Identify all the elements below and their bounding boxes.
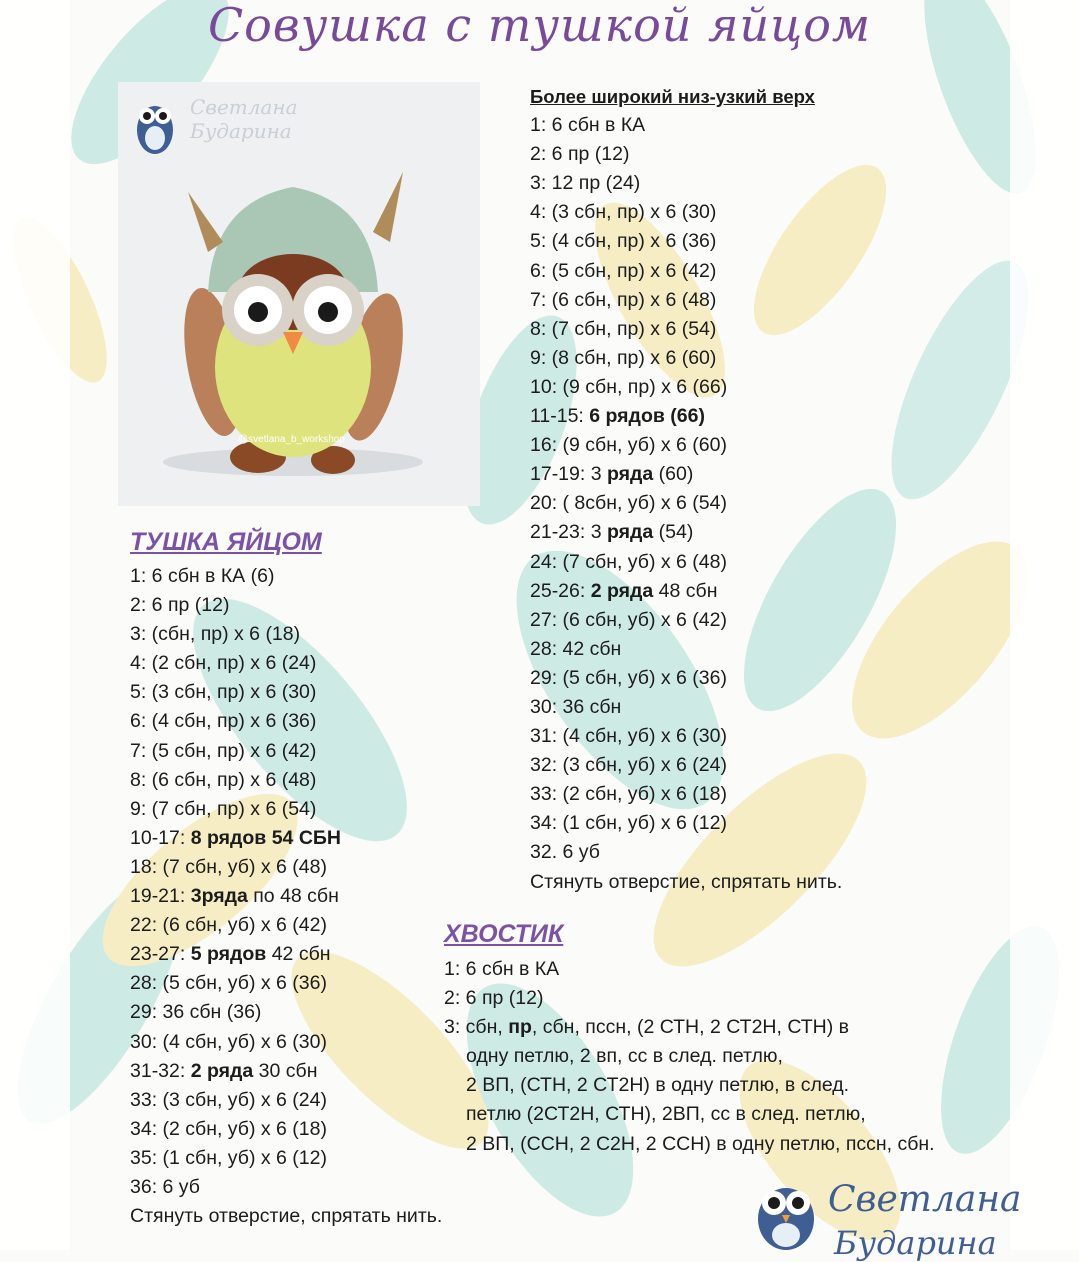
pattern-row bbox=[530, 548, 842, 577]
pattern-row bbox=[130, 1173, 442, 1202]
row-text-bold: 2 ряда bbox=[590, 579, 654, 602]
pattern-row bbox=[130, 1115, 442, 1144]
pattern-row bbox=[530, 257, 842, 286]
pattern-row bbox=[530, 431, 842, 460]
row-text-bold: 2 ряда bbox=[190, 1059, 254, 1082]
pattern-row bbox=[530, 286, 842, 315]
row-text-pre: 29: (5 сбн, уб) х 6 (36) bbox=[530, 666, 727, 689]
tail-pattern-column bbox=[444, 955, 935, 1159]
pattern-row bbox=[130, 678, 442, 707]
row-text-pre: 2: 6 пр (12) bbox=[530, 143, 630, 166]
row-text-pre: 1: 6 сбн в КА bbox=[530, 114, 646, 137]
pattern-row bbox=[530, 722, 842, 751]
row-text-pre: 32: (3 сбн, уб) х 6 (24) bbox=[530, 754, 727, 777]
row-text-post: (60) bbox=[653, 463, 694, 486]
row-text-pre: 30: 36 сбн bbox=[530, 695, 622, 718]
signature-name: Светлана bbox=[828, 1179, 1022, 1220]
watermark-line-2: Бударина bbox=[190, 119, 292, 143]
pattern-row bbox=[130, 824, 442, 853]
pattern-row bbox=[530, 518, 842, 547]
signature-owl-icon bbox=[752, 1175, 820, 1250]
pattern-row bbox=[130, 562, 442, 591]
row-text-pre: 7: (5 сбн, пр) х 6 (42) bbox=[130, 739, 317, 762]
row-text-pre: 3: 12 пр (24) bbox=[530, 172, 641, 195]
pattern-row bbox=[130, 969, 442, 998]
pattern-row bbox=[130, 882, 442, 911]
row-text-pre: 28: (5 сбн, уб) х 6 (36) bbox=[130, 972, 327, 995]
pattern-row bbox=[530, 198, 842, 227]
pattern-row bbox=[130, 911, 442, 940]
pattern-row bbox=[530, 751, 842, 780]
row-text-pre: 31-32: bbox=[130, 1059, 191, 1082]
row-text-pre: 6: (4 сбн, пр) х 6 (36) bbox=[130, 710, 317, 733]
pattern-row bbox=[530, 780, 842, 809]
pattern-row bbox=[130, 737, 442, 766]
row-text-pre: 23-27: bbox=[130, 943, 191, 966]
row-text-pre: 10: (9 сбн, пр) х 6 (66) bbox=[530, 375, 728, 398]
row-text-pre: 3: (сбн, пр) х 6 (18) bbox=[130, 623, 301, 646]
section-heading-tail: ХВОСТИК bbox=[444, 920, 564, 948]
pattern-row bbox=[530, 169, 842, 198]
row-text-pre: 32. 6 уб bbox=[530, 841, 600, 864]
row-text-pre: 7: (6 сбн, пр) х 6 (48) bbox=[530, 288, 717, 311]
owl-logo-icon bbox=[132, 94, 178, 156]
row-text-pre: 1: 6 сбн в КА bbox=[444, 958, 560, 980]
pattern-row bbox=[530, 111, 842, 140]
row-text-post: 42 сбн bbox=[266, 943, 331, 966]
photo-watermark bbox=[190, 95, 298, 143]
row-text-pre: 5: (3 сбн, пр) х 6 (30) bbox=[130, 681, 317, 704]
row-text-post: (54) bbox=[653, 521, 694, 544]
row-text-pre: 6: (5 сбн, пр) х 6 (42) bbox=[530, 259, 717, 282]
row-text-bold: ряда bbox=[606, 521, 654, 544]
row-text-pre: 4: (2 сбн, пр) х 6 (24) bbox=[130, 652, 317, 675]
pattern-row bbox=[130, 795, 442, 824]
pattern-row bbox=[530, 635, 842, 664]
row-text-pre: 29: 36 сбн (36) bbox=[130, 1001, 262, 1024]
row-text-pre: 2 ВП, (ССН, 2 С2Н, 2 ССН) в одну петлю, пссн, сбн. bbox=[466, 1132, 935, 1155]
row-text-pre: 31: (4 сбн, уб) х 6 (30) bbox=[530, 725, 727, 748]
row-text-pre: 11-15: bbox=[530, 405, 590, 428]
row-text-pre: 28: 42 сбн bbox=[530, 637, 622, 660]
row-text-bold: 6 рядов (66) bbox=[589, 405, 705, 428]
pattern-row bbox=[530, 664, 842, 693]
pattern-row bbox=[530, 693, 842, 722]
row-text-pre: 25-26: bbox=[530, 579, 591, 602]
row-text-bold: 3ряда bbox=[190, 885, 248, 908]
row-text-bold: 8 рядов 54 СБН bbox=[190, 826, 341, 849]
row-text-post: по 48 сбн bbox=[247, 885, 339, 908]
pattern-row bbox=[130, 620, 442, 649]
row-text-pre: 9: (8 сбн, пр) х 6 (60) bbox=[530, 346, 717, 369]
pattern-row bbox=[130, 591, 442, 620]
pattern-row bbox=[444, 1071, 935, 1100]
row-text-pre: 4: (3 сбн, пр) х 6 (30) bbox=[530, 201, 717, 224]
pattern-row bbox=[530, 227, 842, 256]
row-text-pre: 2 ВП, (СТН, 2 СТ2Н) в одну петлю, в след. bbox=[466, 1074, 850, 1097]
row-text-pre: 8: (6 сбн, пр) х 6 (48) bbox=[130, 768, 317, 791]
row-text-bold: ряда bbox=[606, 463, 654, 486]
pattern-row bbox=[530, 315, 842, 344]
pattern-row bbox=[130, 707, 442, 736]
row-text-pre: 36: 6 уб bbox=[130, 1175, 200, 1198]
pattern-row bbox=[444, 1130, 935, 1159]
row-text-pre: Стянуть отверстие, спрятать нить. bbox=[530, 870, 843, 893]
pattern-row bbox=[130, 1028, 442, 1057]
row-text-pre: 17-19: 3 bbox=[530, 463, 607, 486]
row-text-pre: 3: сбн, bbox=[444, 1016, 509, 1039]
pattern-row bbox=[444, 955, 935, 984]
section-heading-body: ТУШКА ЯЙЦОМ bbox=[130, 528, 322, 556]
watermark-line-1: Светлана bbox=[190, 95, 298, 119]
pattern-row bbox=[130, 1057, 442, 1086]
pattern-row bbox=[130, 1144, 442, 1173]
pattern-row bbox=[444, 1100, 935, 1129]
pattern-row bbox=[530, 402, 842, 431]
row-text-pre: 16: (9 сбн, уб) х 6 (60) bbox=[530, 434, 727, 457]
row-text-pre: 2: 6 пр (12) bbox=[130, 594, 230, 617]
row-text-pre: 34: (2 сбн, уб) х 6 (18) bbox=[130, 1117, 327, 1140]
row-text-pre: 21-23: 3 bbox=[530, 521, 607, 544]
row-text-pre: петлю (2СТ2Н, СТН), 2ВП, сс в след. петлю, bbox=[466, 1103, 866, 1126]
row-text-pre: 5: (4 сбн, пр) х 6 (36) bbox=[530, 230, 717, 253]
pattern-row bbox=[130, 998, 442, 1027]
row-text-pre: 2: 6 пр (12) bbox=[444, 987, 544, 1010]
pattern-row bbox=[530, 809, 842, 838]
row-text-pre: 1: 6 сбн в КА (6) bbox=[130, 565, 275, 587]
pattern-row bbox=[530, 489, 842, 518]
pattern-row bbox=[530, 577, 842, 606]
row-text-pre: Стянуть отверстие, спрятать нить. bbox=[130, 1205, 443, 1228]
row-text-pre: 33: (3 сбн, уб) х 6 (24) bbox=[130, 1088, 327, 1111]
pattern-row bbox=[530, 838, 842, 867]
signature-surname: Бударина bbox=[834, 1224, 997, 1262]
row-text-pre: 22: (6 сбн, уб) х 6 (42) bbox=[130, 914, 327, 937]
row-text-post: , сбн, пссн, (2 СТН, 2 СТ2Н, СТН) в bbox=[531, 1016, 850, 1039]
row-text-pre: 33: (2 сбн, уб) х 6 (18) bbox=[530, 783, 727, 806]
page-title: Совушка с тушкой яйцом bbox=[207, 0, 872, 52]
pattern-row bbox=[130, 1202, 442, 1231]
pattern-row bbox=[530, 140, 842, 169]
row-text-pre: 18: (7 сбн, уб) х 6 (48) bbox=[130, 855, 327, 878]
row-text-pre: 24: (7 сбн, уб) х 6 (48) bbox=[530, 550, 727, 573]
row-text-pre: 27: (6 сбн, уб) х 6 (42) bbox=[530, 608, 727, 631]
row-text-pre: 20: ( 8сбн, уб) х 6 (54) bbox=[530, 492, 727, 515]
row-text-pre: 10-17: bbox=[130, 826, 191, 849]
pattern-row bbox=[530, 606, 842, 635]
row-text-bold: пр bbox=[508, 1016, 532, 1039]
pattern-row bbox=[130, 853, 442, 882]
pattern-row bbox=[444, 1042, 935, 1071]
pattern-row bbox=[530, 460, 842, 489]
left-pattern-column bbox=[130, 562, 442, 1231]
pattern-row bbox=[130, 1086, 442, 1115]
row-text-bold: 5 рядов bbox=[190, 943, 267, 966]
pattern-row bbox=[130, 649, 442, 678]
pattern-row bbox=[530, 373, 842, 402]
row-text-post: 48 сбн bbox=[653, 579, 718, 602]
pattern-row bbox=[530, 868, 842, 897]
row-text-pre: 35: (1 сбн, уб) х 6 (12) bbox=[130, 1146, 327, 1169]
row-text-pre: одну петлю, 2 вп, сс в след. петлю, bbox=[466, 1045, 783, 1068]
right-pattern-column bbox=[530, 82, 842, 897]
pattern-row bbox=[444, 1013, 935, 1042]
row-text-pre: 9: (7 сбн, пр) х 6 (54) bbox=[130, 797, 317, 820]
pattern-row bbox=[530, 344, 842, 373]
row-text-pre: 34: (1 сбн, уб) х 6 (12) bbox=[530, 812, 727, 835]
row-text-pre: 30: (4 сбн, уб) х 6 (30) bbox=[130, 1030, 327, 1053]
row-text-post: 30 сбн bbox=[253, 1059, 318, 1082]
pattern-row bbox=[130, 940, 442, 969]
photo-handle: @svetlana_b_workshop bbox=[238, 434, 345, 445]
right-column-header: Более широкий низ-узкий верх bbox=[530, 86, 815, 107]
row-text-pre: 19-21: bbox=[130, 885, 191, 908]
row-text-pre: 8: (7 сбн, пр) х 6 (54) bbox=[530, 317, 717, 340]
pattern-row bbox=[130, 766, 442, 795]
pattern-row bbox=[444, 984, 935, 1013]
